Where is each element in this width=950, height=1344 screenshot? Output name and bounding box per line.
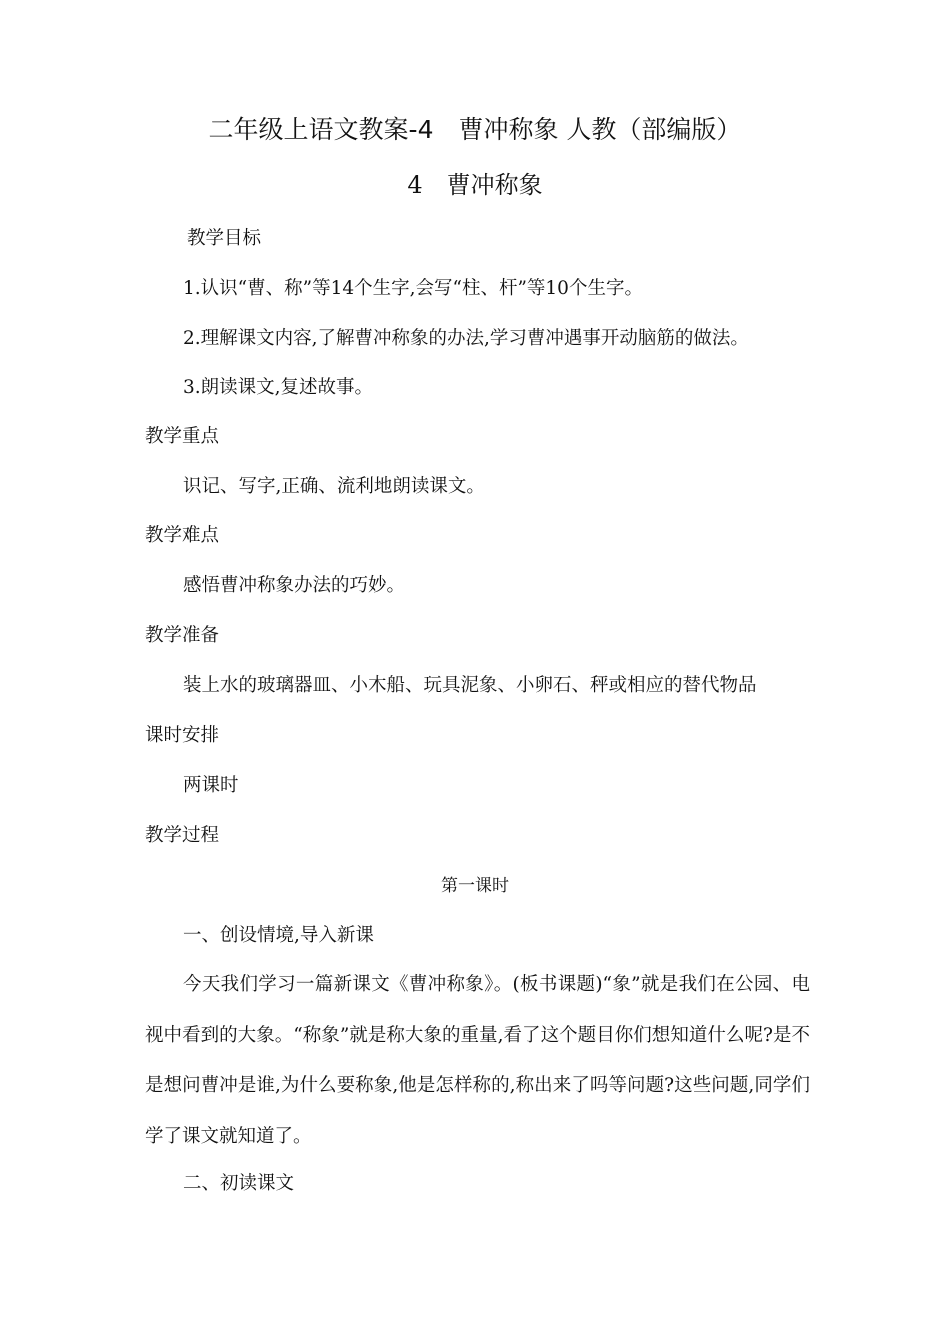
step1-paragraph: 今天我们学习一篇新课文《曹冲称象》。(板书课题)“象”就是我们在公园、电视中看到的大象。“称象”就是称大象的重量,看了这个题目你们想知道什么呢?是不是想问曹冲是谁,为什么要称象,他是怎样称的,称出来了吗等问题?这些问题,同学们学了课文就知道了。 (145, 974, 810, 1147)
objectives-heading: 教学目标 (187, 228, 262, 249)
difficulty-heading: 教学难点 (145, 525, 220, 546)
step1-heading: 一、创设情境,导入新课 (183, 925, 374, 946)
lesson-title: 4 曹冲称象 (407, 171, 543, 199)
objective-item: 1.认识“曹、称”等14个生字,会写“柱、杆”等10个生字。 (183, 278, 643, 299)
preparation-heading: 教学准备 (145, 625, 220, 646)
step2-heading: 二、初读课文 (183, 1173, 295, 1194)
schedule-heading: 课时安排 (145, 725, 220, 746)
process-heading: 教学过程 (145, 825, 220, 846)
key-points-text: 识记、写字,正确、流利地朗读课文。 (183, 476, 485, 497)
objective-item: 3.朗读课文,复述故事。 (183, 377, 374, 398)
period-title: 第一课时 (441, 876, 509, 896)
objective-item: 2.理解课文内容,了解曹冲称象的办法,学习曹冲遇事开动脑筋的做法。 (183, 328, 749, 349)
document-title: 二年级上语文教案-4 曹冲称象 人教（部编版） (208, 115, 742, 144)
key-points-heading: 教学重点 (145, 426, 220, 447)
preparation-text: 装上水的玻璃器皿、小木船、玩具泥象、小卵石、秤或相应的替代物品 (183, 675, 757, 696)
schedule-text: 两课时 (183, 775, 239, 796)
difficulty-text: 感悟曹冲称象办法的巧妙。 (183, 575, 406, 596)
